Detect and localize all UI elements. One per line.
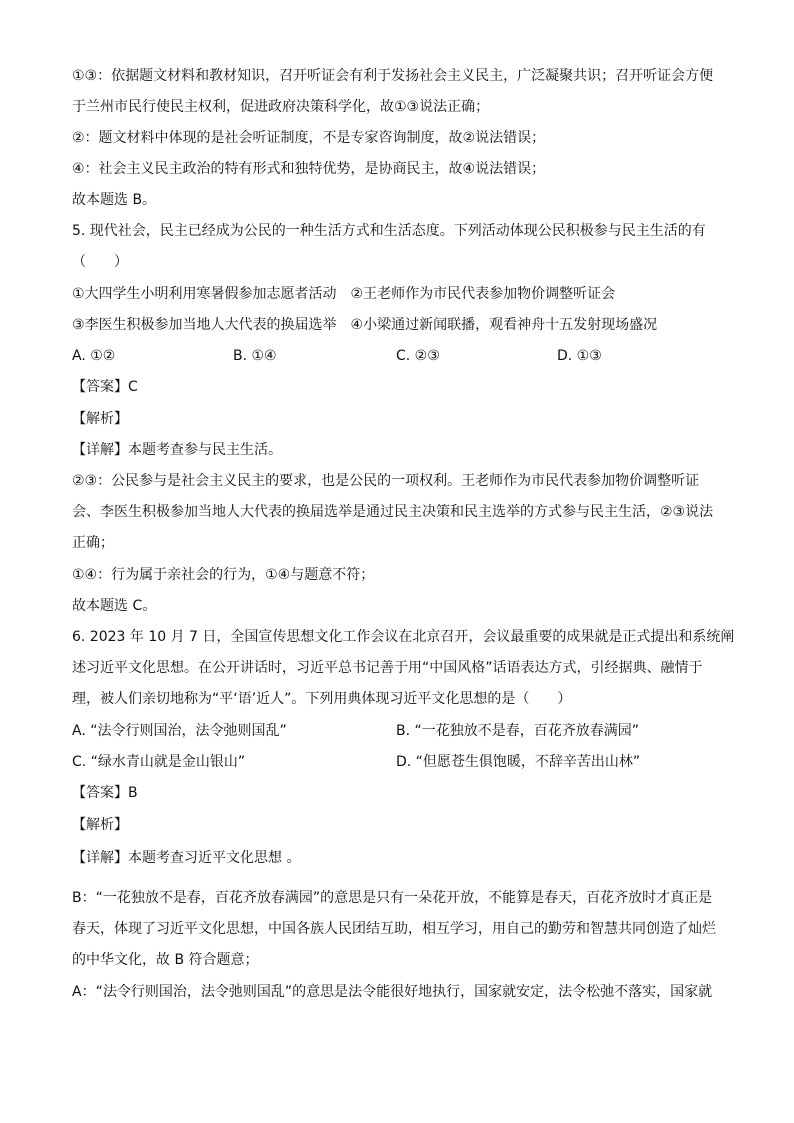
q6-detail-line: 【详解】本题考查习近平文化思想 。 [72, 850, 301, 866]
q5-detail-line: 故本题选 C。 [72, 598, 157, 614]
q6-detail-line: A：“法令行则国治，法令弛则国乱”的意思是法令能很好地执行，国家就安定，法令松弛不落实，国家就 [72, 984, 713, 1000]
q5-option-a: A. ①② [72, 348, 116, 364]
q6-answer: 【答案】B [72, 785, 138, 801]
q5-answer: 【答案】C [72, 379, 138, 395]
question-6-stem: 6. 2023 年 10 月 7 日，全国宣传思想文化工作会议在北京召开，会议最重要的成果就是正式提出和系统阐 [72, 629, 735, 645]
q6-detail-line: 春天，体现了习近平文化思想，中国各族人民团结互助，相互学习，用自己的勤劳和智慧共同创造了灿烂 [72, 921, 716, 937]
q6-option-c: C. “绿水青山就是金山银山” [72, 754, 246, 770]
q6-option-a: A. “法令行则国治，法令弛则国乱” [72, 723, 287, 739]
answer-blank: （ ） [72, 254, 128, 270]
q5-option-c: C. ②③ [396, 348, 440, 364]
q5-detail-line: 会、李医生积极参加当地人大代表的换届选举是通过民主决策和民主选举的方式参与民主生活，②③说法 [72, 504, 714, 520]
q6-option-d: D. “但愿苍生俱饱暖，不辞辛苦出山林” [396, 754, 641, 770]
q6-detail-line: 的中华文化，故 B 符合题意； [72, 952, 259, 968]
q5-option-b: B. ①④ [233, 348, 277, 364]
q5-analysis-label: 【解析】 [72, 411, 128, 427]
statement-line: ①大四学生小明利用寒暑假参加志愿者活动 ②王老师作为市民代表参加物价调整听证会 [72, 286, 616, 302]
question-5-stem: 5. 现代社会，民主已经成为公民的一种生活方式和生活态度。下列活动体现公民积极参与民主生活的有 [72, 223, 706, 239]
text-line: 故本题选 B。 [72, 192, 157, 208]
question-6-stem: 述习近平文化思想。在公开讲话时，习近平总书记善于用“中国风格”话语表达方式，引经据典、融情于 [72, 660, 703, 676]
q6-option-b: B. “一花独放不是春，百花齐放春满园” [396, 723, 640, 739]
q5-detail-line: 正确； [72, 535, 114, 551]
q6-analysis-label: 【解析】 [72, 817, 128, 833]
q5-detail-line: 【详解】本题考查参与民主生活。 [72, 442, 282, 458]
q6-detail-line: B：“一花独放不是春，百花齐放春满园”的意思是只有一朵花开放，不能算是春天，百花齐放时才真正是 [72, 890, 713, 906]
q5-option-d: D. ①③ [557, 348, 602, 364]
question-6-stem: 理，被人们亲切地称为“平‘语’近人”。下列用典体现习近平文化思想的是（ ） [72, 691, 572, 707]
q5-detail-line: ②③：公民参与是社会主义民主的要求，也是公民的一项权利。王老师作为市民代表参加物价调整听证 [72, 473, 700, 489]
text-line: ④：社会主义民主政治的特有形式和独特优势，是协商民主，故④说法错误； [72, 161, 546, 177]
text-line: 于兰州市民行使民主权利，促进政府决策科学化，故①③说法正确； [72, 99, 490, 115]
text-line: ①③：依据题文材料和教材知识，召开听证会有利于发扬社会主义民主，广泛凝聚共识；召开听证会方便 [72, 68, 714, 84]
text-line: ②：题文材料中体现的是社会听证制度，不是专家咨询制度，故②说法错误； [72, 130, 546, 146]
statement-line: ③李医生积极参加当地人大代表的换届选举 ④小梁通过新闻联播，观看神舟十五发射现场盛况 [72, 317, 658, 333]
q5-detail-line: ①④：行为属于亲社会的行为，①④与题意不符； [72, 567, 375, 583]
